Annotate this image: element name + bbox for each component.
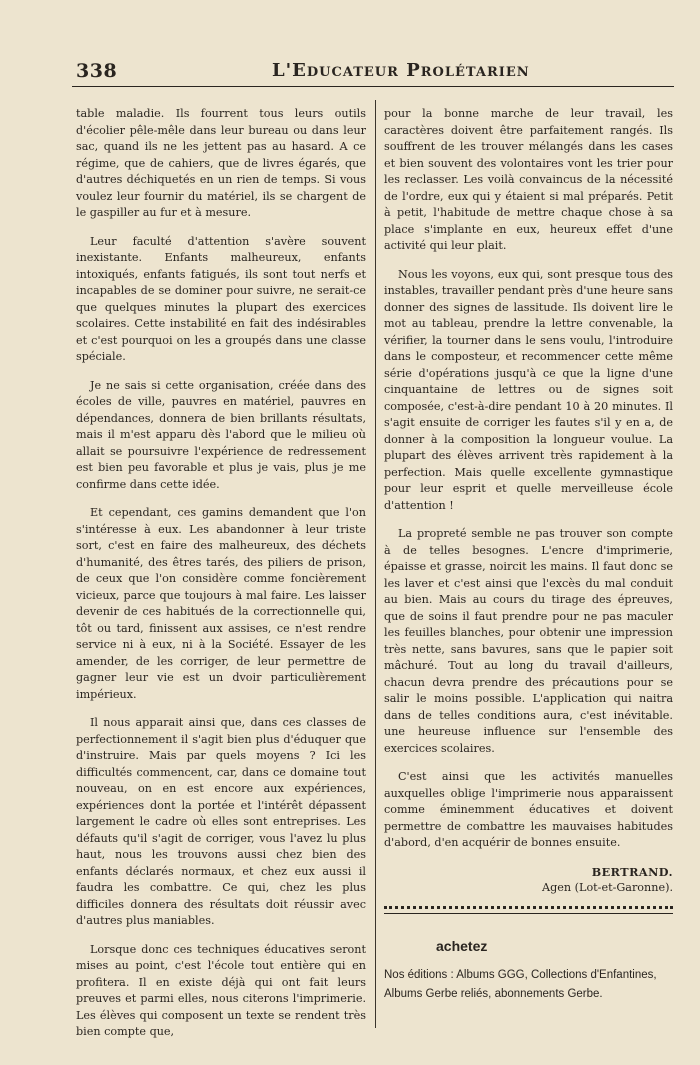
paragraph: Lorsque donc ces techniques éducatives seront mises au point, c'est l'école tout entière qui en profitera. Il en existe déjà qui ont fait leurs preuves et parmi elles, nous citerons l'imprimerie. Les élèves qui composent un texte se rendent très bien compte que, (76, 942, 366, 1038)
header-rule (72, 86, 674, 87)
signature-name: BERTRAND. (591, 864, 673, 879)
ad-body: Nos éditions : Albums GGG, Collections d'Enfantines, Albums Gerbe reliés, abonnements Gerbe. (384, 969, 657, 1000)
signature-rule (384, 913, 673, 914)
page-number: 338 (76, 60, 118, 82)
paragraph: Leur faculté d'attention s'avère souvent inexistante. Enfants malheureux, enfants intoxiqués, enfants fatigués, ils sont tout nerfs et incapables de se dominer pour suivre, ne serait-ce que quelques minutes la plupart des exercices scolaires. Cette instabilité en fait des indésirables et c'est pourquoi on les a groupés dans une classe spéciale. (76, 234, 366, 363)
paragraph: pour la bonne marche de leur travail, les caractères doivent être parfaitement rangés. Ils souffrent de les trouver mélangés dans les cases et bien souvent des volontaires vont les trier pour les reclasser. Les voilà convaincus de la nécessité de l'ordre, eux qui y étaient si mal préparés. Petit à petit, l'habitude de mettre chaque chose à sa place s'implante en eux, heureux effet d'une activité qui leur plait. (384, 107, 673, 252)
signature (384, 864, 673, 897)
paragraph: C'est ainsi que les activités manuelles auxquelles oblige l'imprimerie nous apparaissent comme éminemment éducatives et doivent permettre de combattre les mauvaises habitudes d'abord, d'en acquérir de bonnes ensuite. (384, 770, 673, 849)
paragraph: Je ne sais si cette organisation, créée dans des écoles de ville, pauvres en matériel, pauvres en dépendances, donnera de bien brillants résultats, mais il m'est apparu dès l'abord que le milieu où allait se poursuivre l'expérience de redressement est bien peu favorable et plus je vais, plus je me confirme dans cette idée. (76, 378, 366, 491)
signature-rule-dotted (384, 906, 673, 909)
paragraph: Et cependant, ces gamins demandent que l'on s'intéresse à eux. Les abandonner à leur triste sort, c'est en faire des malheureux, des déchets d'humanité, des êtres tarés, des piliers de prison, de ceux que l'on considère comme foncièrement vicieux, parce que toujours à mal faire. Les laisser devenir de ces habitués de la correctionnelle qui, tôt ou tard, finissent aux assises, ce n'est rendre service ni à eux, ni à la Société. Essayer de les amender, de les corriger, de leur permettre de gagner leur vie est un dvoir particulièrement impérieux. (76, 506, 366, 701)
left-column (76, 106, 366, 1053)
ad-title: achetez (436, 938, 488, 954)
paragraph: table maladie. Ils fourrent tous leurs outils d'écolier pêle-mêle dans leur bureau ou dans leur sac, quand ils ne les jettent pas au hasard. A ce régime, que de cahiers, que de livres égarés, que d'autres déchiquetés en un rien de temps. Si vous voulez leur fournir du matériel, ils se chargent de le gaspiller au fur et à mesure. (76, 107, 366, 219)
running-head: L'Educateur Prolétarien (272, 60, 530, 81)
right-column (384, 106, 673, 897)
paragraph: La propreté semble ne pas trouver son compte à de telles besognes. L'encre d'imprimerie, épaisse et grasse, noircit les mains. Il faut donc se les laver et c'est ainsi que l'excès du mal conduit au bien. Mais au cours du tirage des épreuves, que de soins il faut prendre pour ne pas maculer les feuilles blanches, pour obtenir une impression très nette, sans bavures, sans que le papier soit mâchuré. Tout au long du travail d'ailleurs, chacun devra prendre des précautions pour se salir le moins possible. L'application qui naitra dans de telles conditions aura, c'est inévitable. une heureuse influence sur l'ensemble des exercices scolaires. (384, 527, 673, 755)
column-divider (375, 100, 376, 1028)
paragraph: Nous les voyons, eux qui, sont presque tous des instables, travailler pendant près d'une heure sans donner des signes de lassitude. Ils doivent lire le mot au tableau, prendre la lettre convenable, la vérifier, la tourner dans le sens voulu, l'introduire dans le composteur, et recommencer cette même série d'opérations jusqu'à ce que la ligne d'une cinquantaine de lettres ou de signes soit composée, c'est-à-dire pendant 10 à 20 minutes. Il s'agit ensuite de corriger les fautes s'il y en a, de donner à la composition la longueur voulue. La plupart des élèves arrivent très rapidement à la perfection. Mais quelle excellente gymnastique pour leur esprit et quelle merveilleuse école d'attention ! (384, 267, 673, 512)
signature-place: Agen (Lot-et-Garonne). (542, 881, 673, 894)
paragraph: Il nous apparait ainsi que, dans ces classes de perfectionnement il s'agit bien plus d'éduquer que d'instruire. Mais par quels moyens ? Ici les difficultés commencent, car, dans ce domaine tout nouveau, on en est encore aux expériences, expériences dont la portée et l'intérêt dépassent largement le cadre où elles sont entreprises. Les défauts qu'il s'agit de corriger, vous l'avez lu plus haut, nous les trouvons aussi chez bien des enfants déclarés normaux, et chez eux aussi il faudra les combattre. Ce qui, chez les plus difficiles donnera des résultats doit réussir avec d'autres plus maniables. (76, 716, 366, 927)
